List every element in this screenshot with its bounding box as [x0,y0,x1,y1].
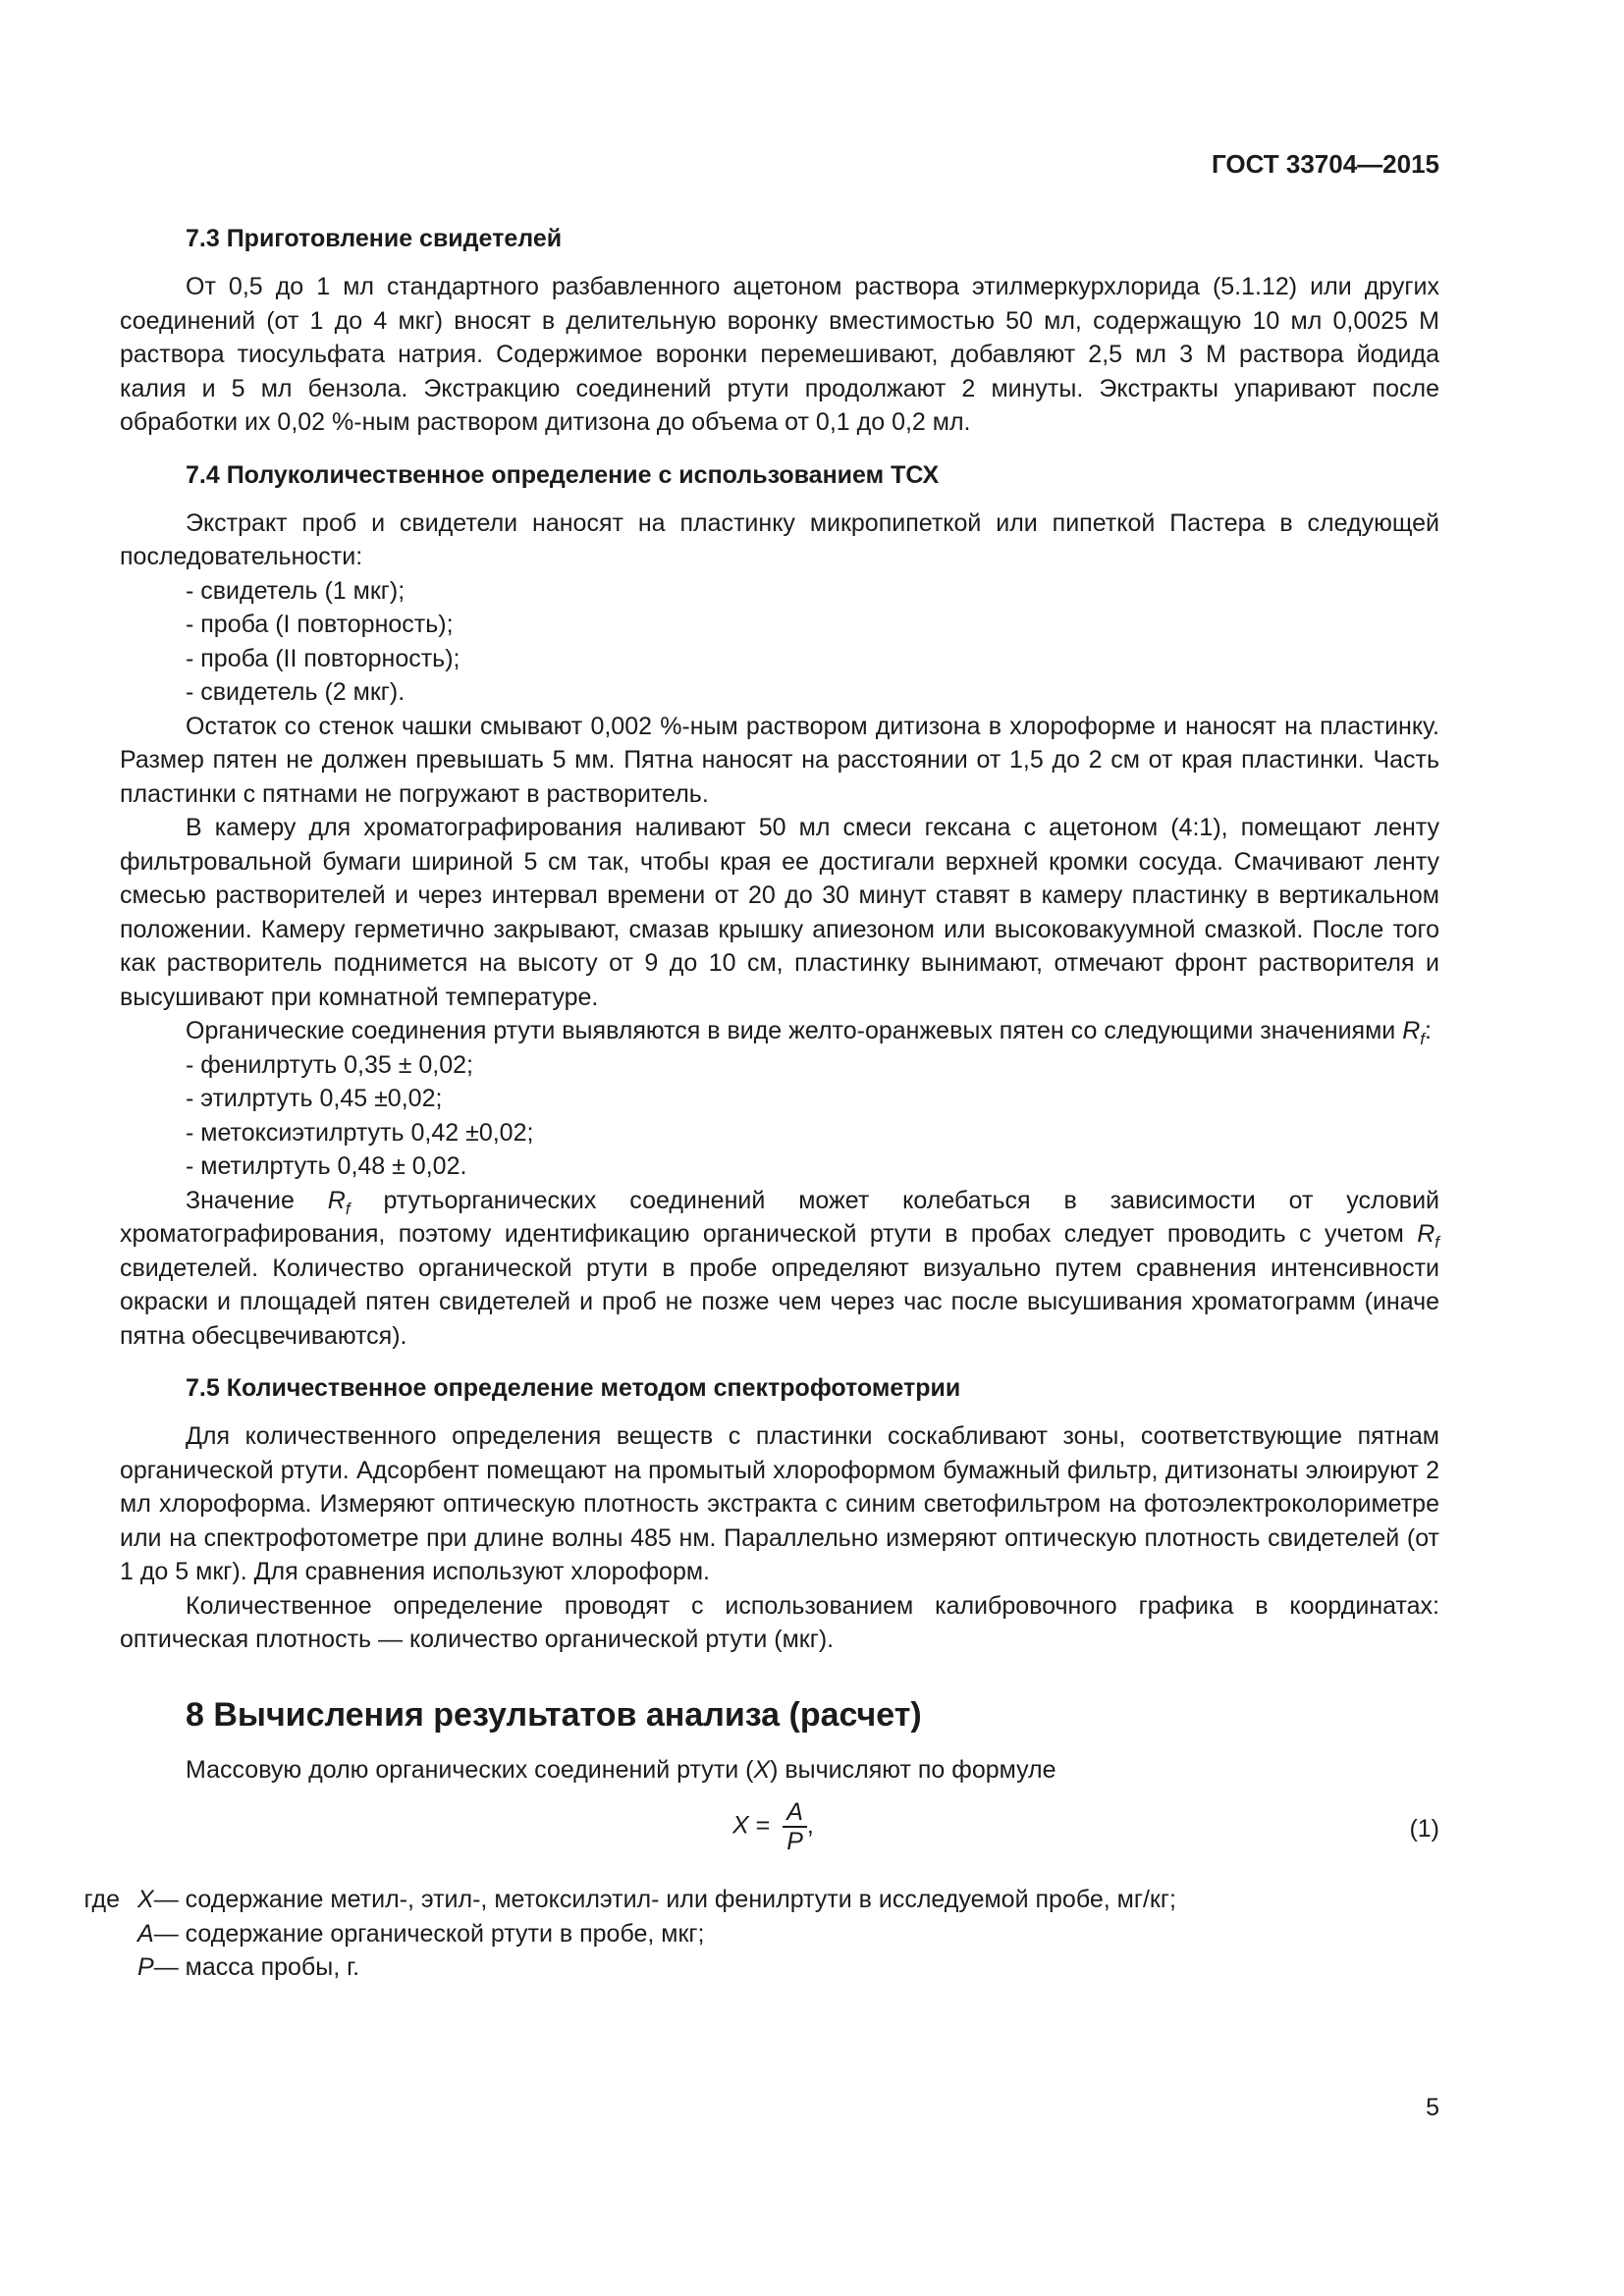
rf-symbol: $R_f$ [1402,1017,1425,1048]
section-7-4-heading: 7.4 Полуколичественное определение с использованием ТСХ [186,460,940,489]
section-7-4-paragraph-5: Значение $R_f$ ртутьорганических соединений может колебаться в зависимости от условий хроматографирования, поэтому идентификацию органической ртути в пробах следует проводить с учетом $R_f$ свидетелей. Количество органической ртути в пробе определяют визуально путем сравнения интенсивности окраски и площадей пятен свидетелей и проб не позже чем через час после высушивания хроматограмм (иначе пятна обесцвечиваются). [120,1186,1440,1350]
list-item: - проба (II повторность); [186,644,460,672]
rf-symbol: $R_f$ [1417,1220,1439,1252]
list-item: - свидетель (2 мкг). [186,678,406,706]
section-7-5-paragraph-1: Для количественного определения веществ с пластинки соскабливают зоны, соответствующие пятнам органической ртути. Адсорбент помещают на промытый хлороформом бумажный фильтр, дитизонаты элюируют 2 мл хлороформа. Измеряют оптическую плотность экстракта с синим светофильтром на фотоэлектроколориметре или на спектрофотометре при длине волны 485 нм. Параллельно измеряют оптическую плотность свидетелей (от 1 до 5 мкг). Для сравнения используют хлороформ. [120,1422,1439,1585]
section-7-4-paragraph-3: В камеру для хроматографирования наливают 50 мл смеси гексана с ацетоном (4:1), помещают ленту фильтровальной бумаги шириной 5 см так, чтобы края ее достигали верхней кромки сосуда. Смачивают ленту смесью растворителей и через интервал времени от 20 до 30 минут ставят в камеру пластинку в вертикальном положении. Камеру герметично закрывают, смазав крышку апиезоном или высоковакуумной смазкой. После того как растворитель поднимется на высоту от 9 до 10 см, пластинку вынимают, отмечают фронт растворителя и высушивают при комнатной температуре. [120,814,1439,1011]
where-block [83,1883,1439,1985]
section-7-4-paragraph-4: Органические соединения ртути выявляются в виде желто-оранжевых пятен со следующими значениями $R_f$: [186,1017,1432,1048]
list-item: - свидетель (1 мкг); [186,576,406,605]
section-7-3-paragraph: От 0,5 до 1 мл стандартного разбавленного ацетоном раствора этилмеркурхлорида (5.1.12) или других соединений (от 1 до 4 мкг) вносят в делительную воронку вместимостью 50 мл, содержащую 10 мл 0,0025 М раствора тиосульфата натрия. Содержимое воронки перемешивают, добавляют 2,5 мл 3 М раствора йодида калия и 5 мл бензола. Экстракцию соединений ртути продолжают 2 минуты. Экстракты упаривают после обработки их 0,02 %-ным раствором дитизона до объема от 0,1 до 0,2 мл. [120,273,1439,436]
section-7-5-heading: 7.5 Количественное определение методом спектрофотометрии [186,1374,961,1402]
formula-expression: X = $\frac{A}{P}$ , [732,1798,814,1855]
section-8-heading: 8 Вычисления результатов анализа (расчет) [186,1695,922,1734]
list-item: - метилртуть 0,48 ± 0,02. [186,1152,467,1180]
section-7-4-paragraph-2: Остаток со стенок чашки смывают 0,002 %-ным раствором дитизона в хлороформе и наносят на пластинку. Размер пятен не должен превышать 5 мм. Пятна наносят на расстоянии от 1,5 до 2 см от края пластинки. Часть пластинки с пятнами не погружают в растворитель. [120,712,1439,808]
fraction: $\frac{A}{P}$ [783,1798,807,1855]
document-header: ГОСТ 33704—2015 [1212,149,1439,179]
list-item: - этилртуть 0,45 ±0,02; [186,1085,443,1112]
where-row: где X — содержание метил-, этил-, метоксилэтил- или фенилртути в исследуемой пробе, мг/кг; [83,1886,1176,1913]
where-row: P — масса пробы, г. [137,1953,360,1981]
list-item: - фенилртуть 0,35 ± 0,02; [186,1050,473,1079]
list-item: - проба (I повторность); [186,611,454,638]
list-item: - метоксиэтилртуть 0,42 ±0,02; [186,1118,534,1147]
page-number: 5 [1426,2094,1439,2121]
section-7-5-paragraph-2: Количественное определение проводят с использованием калибровочного графика в координатах: оптическая плотность — количество органической ртути (мкг). [120,1591,1439,1653]
section-8-paragraph: Массовую долю органических соединений ртути (X) вычисляют по формуле [186,1755,1056,1784]
rf-symbol: $R_f$ [327,1186,351,1218]
formula-1 [120,1792,1439,1865]
document-body [83,223,1440,1985]
section-7-4-paragraph-1: Экстракт проб и свидетели наносят на пластинку микропипеткой или пипеткой Пастера в следующей последовательности: [120,508,1439,570]
section-7-3-heading: 7.3 Приготовление свидетелей [186,225,563,252]
where-row: A — содержание органической ртути в пробе, мкг; [137,1919,705,1948]
formula-number: (1) [1409,1815,1439,1842]
